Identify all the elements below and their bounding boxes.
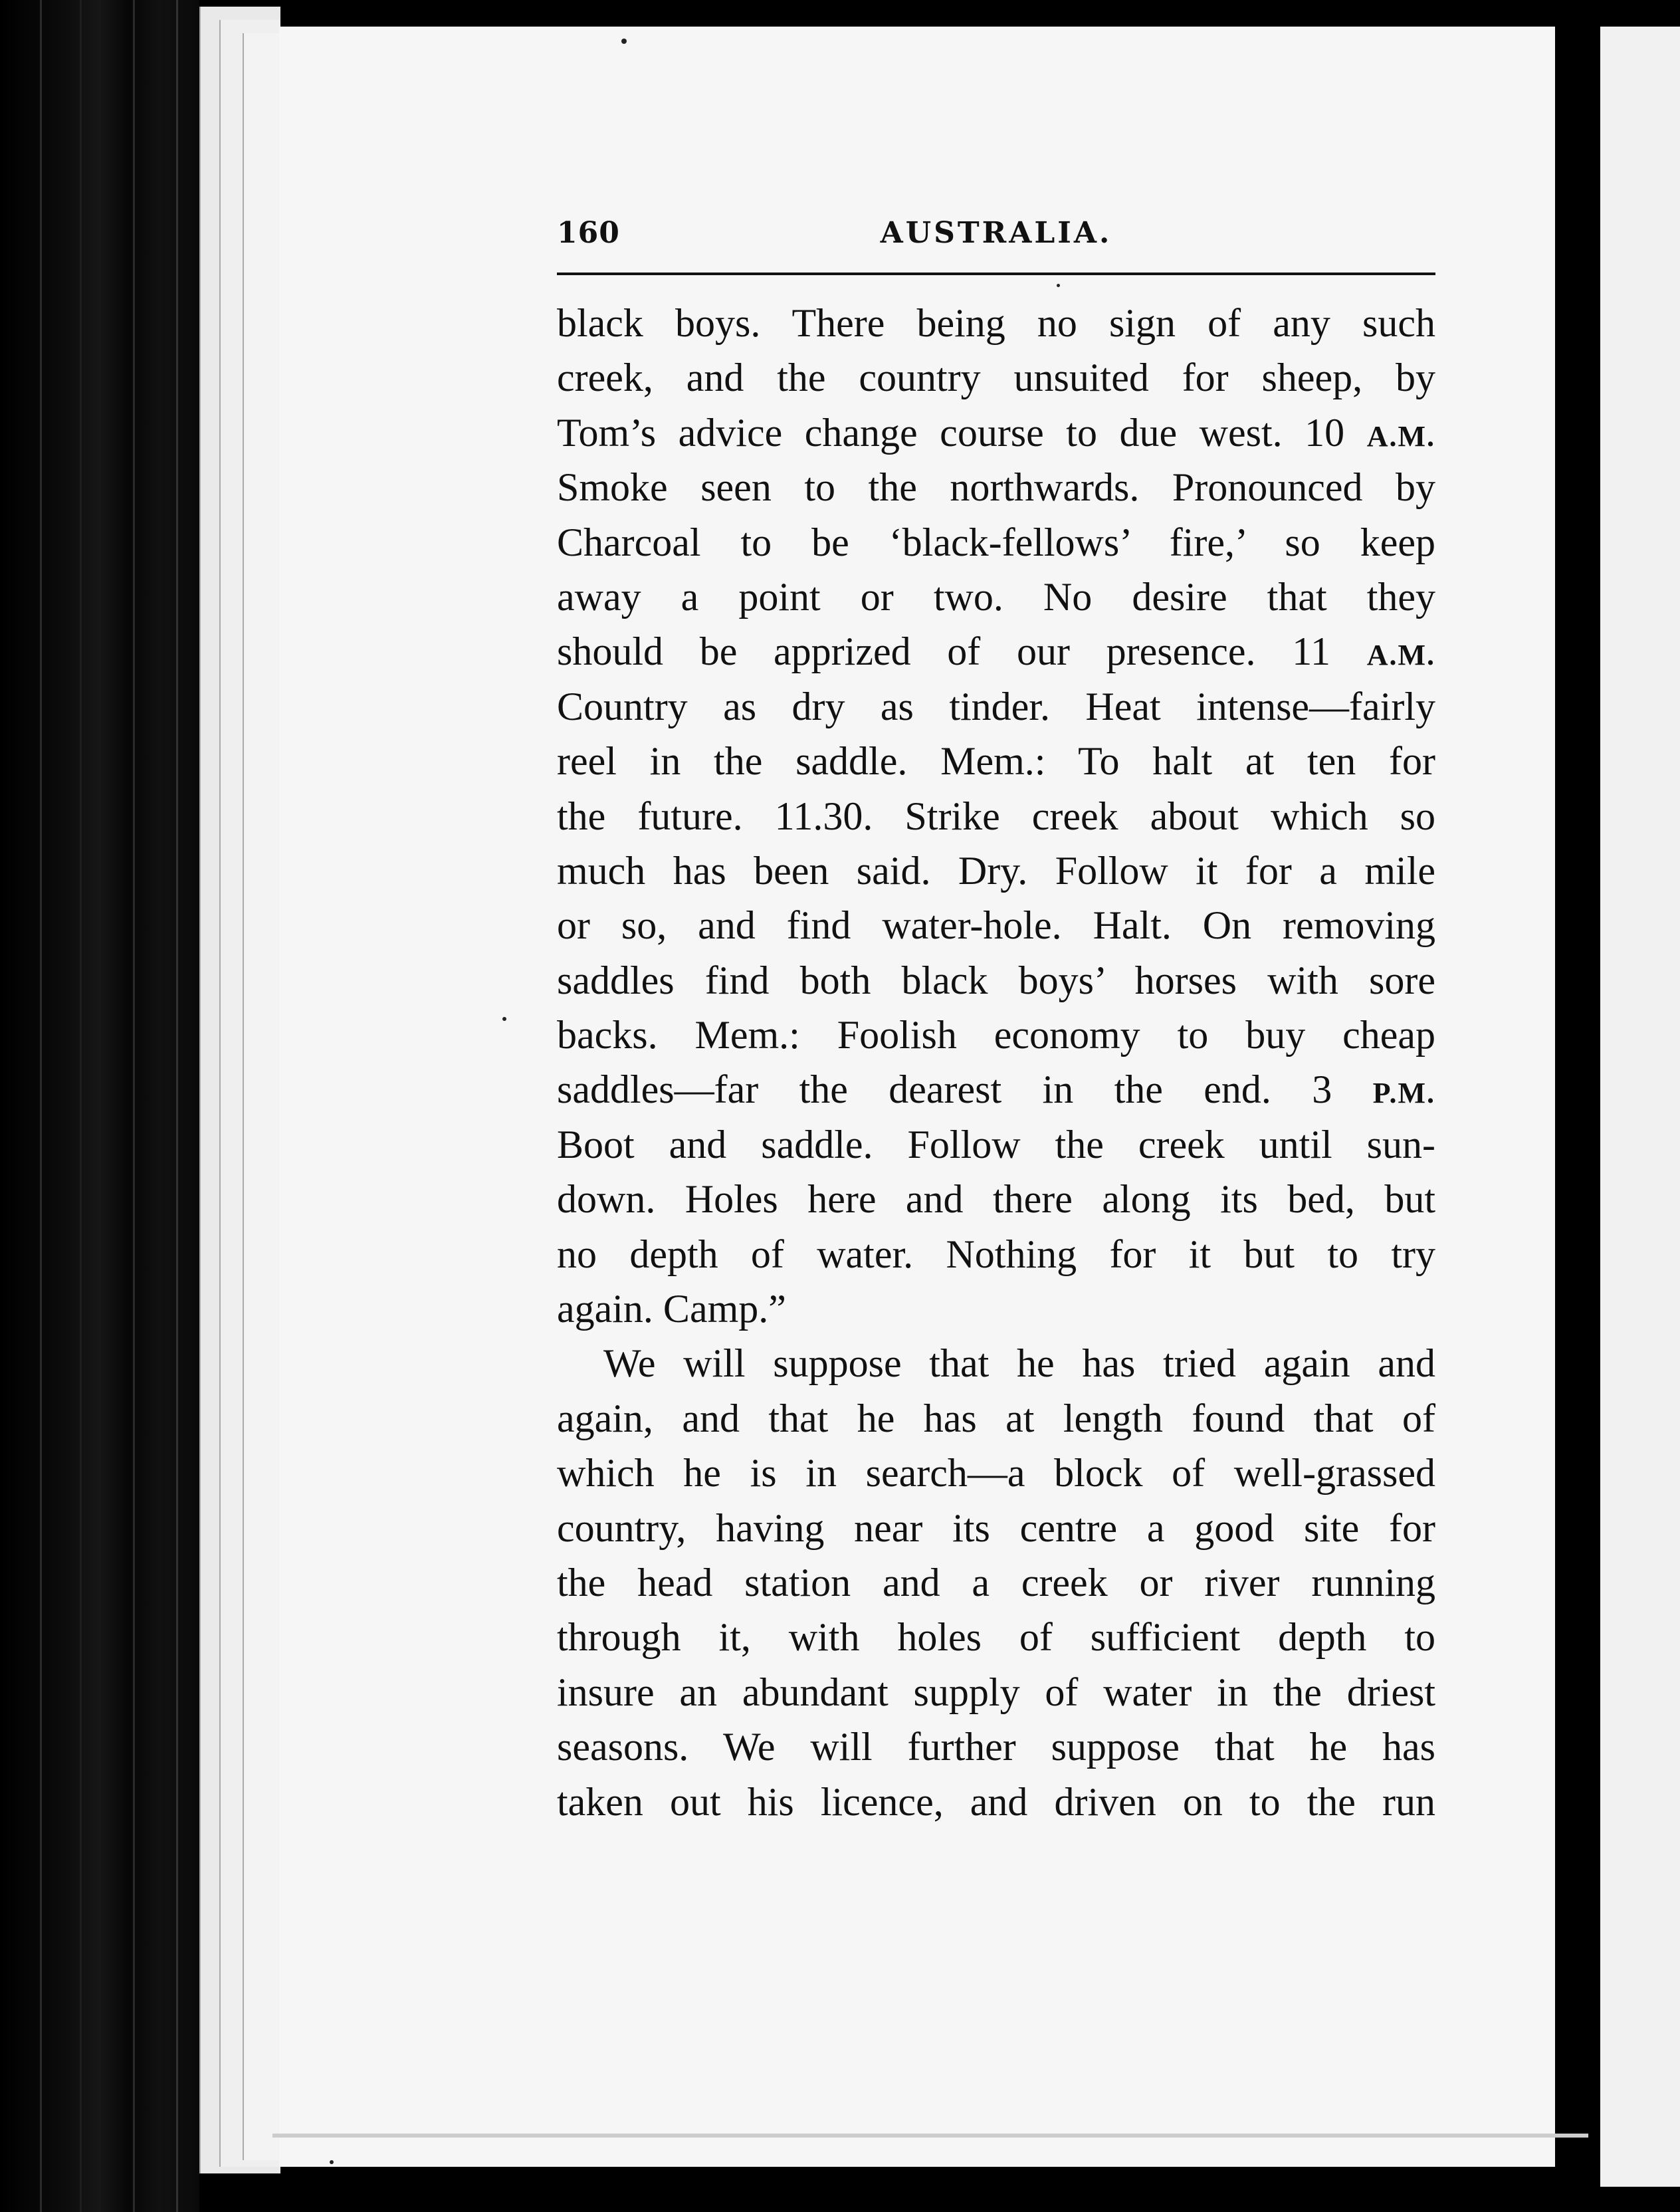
text-line: black boys. There being no sign of any such [557, 301, 1435, 345]
print-speck [330, 2160, 334, 2164]
text-line: the head station and a creek or river running [557, 1560, 1435, 1604]
page-header [557, 216, 1435, 269]
print-speck [502, 1017, 506, 1021]
small-caps-time: A.M. [1366, 419, 1435, 453]
header-rule [557, 273, 1435, 275]
text-line: country, having near its centre a good site for [557, 1505, 1435, 1550]
spine-edge-line [80, 0, 82, 2212]
page-stack-edge [243, 33, 284, 2160]
text-line: down. Holes here and there along its bed, but [557, 1177, 1435, 1222]
paragraph-first-line: We will suppose that he has tried again and [603, 1341, 1435, 1386]
facing-page-edge [1594, 27, 1680, 2187]
text-line: reel in the saddle. Mem.: To halt at ten for [557, 739, 1435, 784]
text-line: creek, and the country unsuited for sheep, by [557, 356, 1435, 400]
small-caps-time: A.M. [1366, 639, 1435, 672]
text-line: the future. 11.30. Strike creek about which so [557, 794, 1435, 838]
text-line: Boot and saddle. Follow the creek until sun- [557, 1122, 1435, 1166]
text-line: through it, with holes of sufficient depth to [557, 1615, 1435, 1660]
page-bottom-edge [272, 2134, 1588, 2138]
running-head: AUSTRALIA. [880, 216, 1112, 250]
spine-edge-line [40, 0, 42, 2212]
text-line: which he is in search—a block of well-grassed [557, 1451, 1435, 1495]
text-line: or so, and find water-hole. Halt. On removing [557, 903, 1435, 948]
small-caps-time: P.M. [1372, 1077, 1435, 1110]
text-line: away a point or two. No desire that they [557, 574, 1435, 619]
line-text: saddles—far the dearest in the end. 3 [557, 1067, 1373, 1112]
text-line: taken out his licence, and driven on to the run [557, 1779, 1435, 1824]
page-number: 160 [557, 216, 620, 250]
text-line: no depth of water. Nothing for it but to try [557, 1232, 1435, 1276]
text-line [557, 405, 1435, 460]
print-speck [621, 39, 627, 44]
text-line: backs. Mem.: Foolish economy to buy cheap [557, 1013, 1435, 1057]
spine-edge-line [133, 0, 135, 2212]
line-text: Tom’s advice change course to due west. 10 [557, 410, 1367, 455]
text-line: again. Camp.” [557, 1287, 786, 1331]
line-text: should be apprized of our presence. 11 [557, 629, 1367, 674]
body-text [557, 296, 1435, 1829]
spine-edge-line [176, 0, 178, 2212]
book-spine [0, 0, 199, 2212]
text-line: Charcoal to be ‘black-fellows’ fire,’ so keep [557, 520, 1435, 564]
text-line: again, and that he has at length found that of [557, 1396, 1435, 1440]
text-line: much has been said. Dry. Follow it for a mile [557, 848, 1435, 893]
text-line: Country as dry as tinder. Heat intense—fairly [557, 684, 1435, 728]
text-line [557, 624, 1435, 679]
text-line: Smoke seen to the northwards. Pronounced by [557, 465, 1435, 510]
text-line [557, 1062, 1435, 1117]
print-speck [1057, 284, 1060, 287]
text-line: seasons. We will further suppose that he has [557, 1725, 1435, 1769]
text-line: saddles find both black boys’ horses with sore [557, 958, 1435, 1002]
text-line: insure an abundant supply of water in the driest [557, 1670, 1435, 1714]
